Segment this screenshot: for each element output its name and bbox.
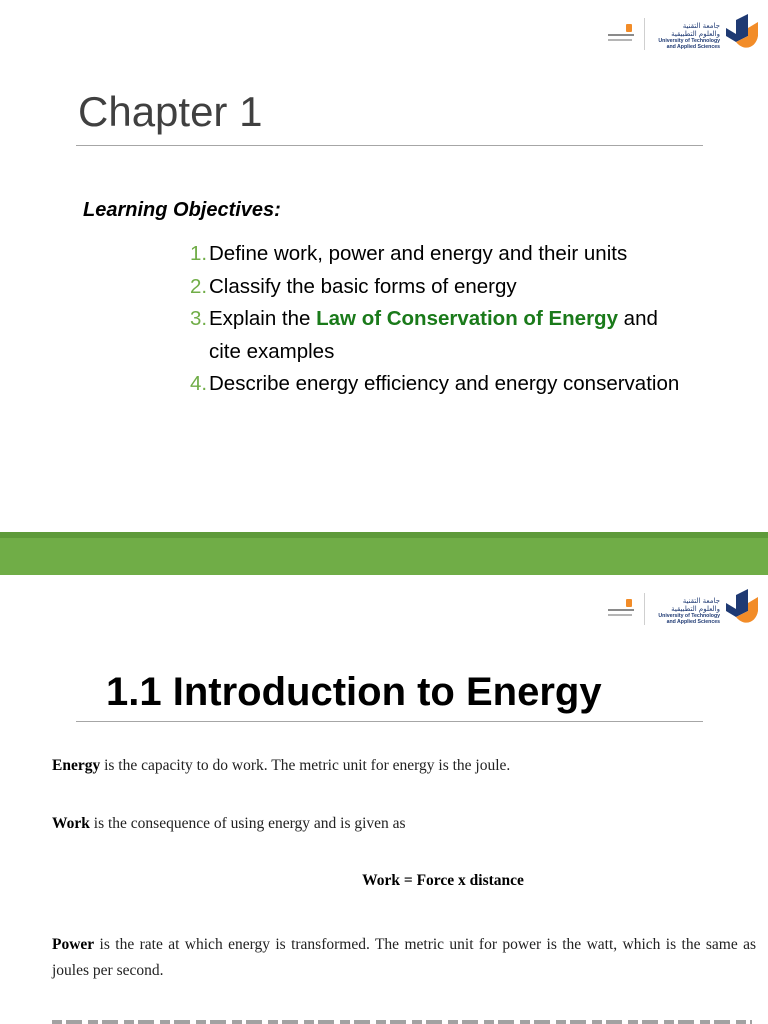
logo-names — [648, 22, 720, 50]
work-formula: Work = Force x distance — [362, 872, 524, 889]
clipped-text-line — [52, 1015, 752, 1024]
chapter-title: Chapter 1 — [78, 88, 263, 135]
objective-text-pre: Explain the — [209, 307, 317, 330]
work-term: Work — [52, 815, 90, 832]
objective-text: Describe energy efficiency and energy conservation — [209, 372, 680, 395]
power-definition — [52, 932, 756, 984]
logo-arabic-line1: جامعة التقنية — [682, 22, 720, 30]
logo-names — [648, 597, 720, 625]
objectives-list — [190, 238, 690, 401]
crest-icon — [606, 24, 636, 46]
work-text: is the consequence of using energy and is given as — [89, 815, 406, 832]
logo-arabic-line2: والعلوم التطبيقية — [671, 605, 720, 613]
logo-english-line2: and Applied Sciences — [666, 44, 720, 50]
power-term: Power — [52, 936, 95, 953]
energy-term: Energy — [52, 757, 101, 774]
section-title: 1.1 Introduction to Energy — [106, 670, 602, 714]
objectives-heading: Learning Objectives: — [83, 199, 281, 221]
objective-item — [190, 303, 690, 368]
law-highlight: Law of Conservation of Energy — [316, 307, 618, 330]
slide-divider-bar — [0, 532, 768, 575]
energy-text: is the capacity to do work. The metric unit for energy is the joule. — [100, 757, 511, 774]
university-logo — [606, 589, 758, 629]
logo-english-line1: University of Technology — [658, 613, 720, 619]
title-rule — [76, 721, 703, 722]
university-emblem-icon — [722, 589, 758, 629]
work-definition — [52, 811, 762, 837]
logo-arabic-line2: والعلوم التطبيقية — [671, 30, 720, 38]
objective-item — [190, 238, 690, 271]
objective-item — [190, 368, 690, 401]
objective-number: 2. — [190, 274, 208, 298]
crest-icon — [606, 599, 636, 621]
logo-english-line1: University of Technology — [658, 38, 720, 44]
energy-definition — [52, 753, 762, 779]
logo-arabic-line1: جامعة التقنية — [682, 597, 720, 605]
objective-number: 1. — [190, 242, 208, 265]
objective-text: Classify the basic forms of energy — [209, 274, 517, 298]
title-rule — [76, 145, 703, 146]
objective-number: 3. — [190, 307, 208, 330]
objective-text: Define work, power and energy and their units — [209, 242, 628, 265]
university-emblem-icon — [722, 14, 758, 54]
objective-text-post: and cite examples — [209, 307, 658, 363]
logo-divider — [644, 18, 645, 50]
logo-english-line2: and Applied Sciences — [666, 619, 720, 625]
logo-divider — [644, 593, 645, 625]
university-logo — [606, 14, 758, 54]
objective-number: 4. — [190, 372, 208, 395]
slide-introduction — [0, 575, 768, 1024]
objective-item — [190, 271, 690, 304]
power-text: is the rate at which energy is transformed. The metric unit for power is the watt, which is the same as joules per second. — [52, 936, 756, 979]
